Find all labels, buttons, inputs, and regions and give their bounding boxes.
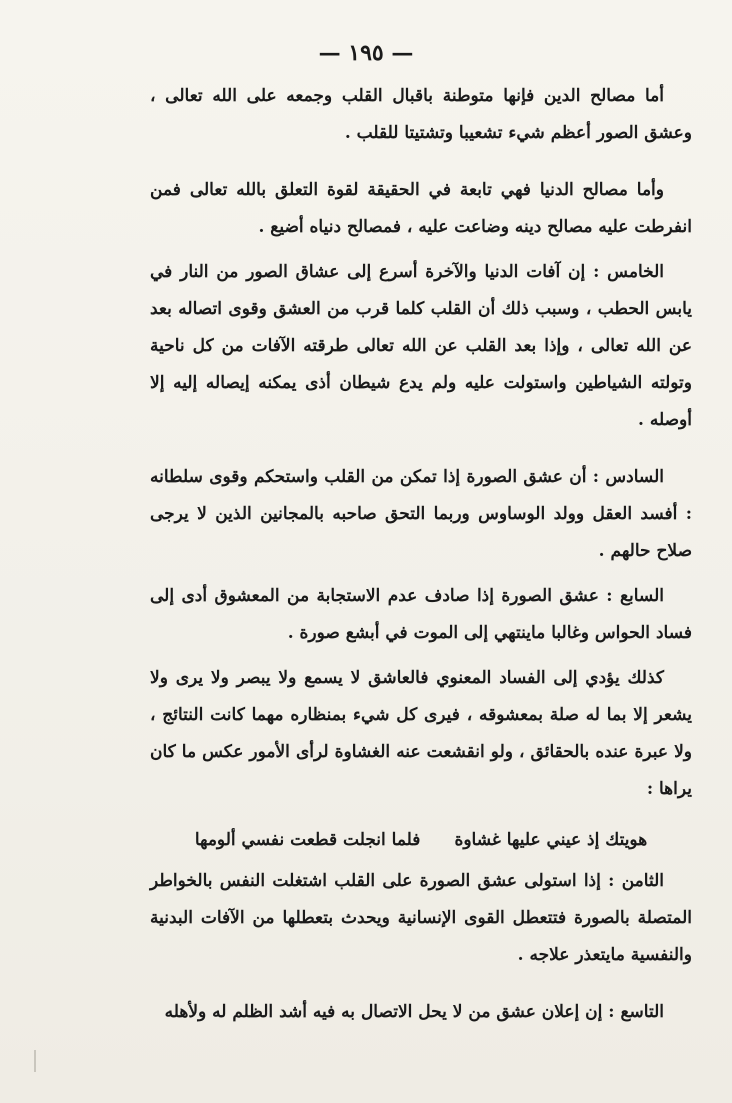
paragraph-sixth: السادس : أن عشق الصورة إذا تمكن من القلب واستحكم وقوى سلطانه : أفسد العقل وولد الوساوس وربما التحق صاحبه بالمجانين الذين لا يرجى صلاح حالهم . bbox=[150, 467, 692, 561]
page-number: — ١٩٥ — bbox=[318, 40, 414, 66]
verse-hemistich-second: فلما انجلت قطعت نفسي ألومها bbox=[194, 830, 421, 850]
verse-hemistich-first: هويتك إذ عيني عليها غشاوة bbox=[454, 830, 648, 850]
paragraph-worldly-interests: وأما مصالح الدنيا فهي تابعة في الحقيقة لقوة التعلق بالله تعالى فمن انفرطت عليه مصالح دينه وضاعت عليه ، فمصالح دنياه أضيع . bbox=[150, 180, 692, 237]
page-body bbox=[150, 78, 692, 1031]
paragraph-religion-interests: أما مصالح الدين فإنها متوطنة باقبال القلب وجمعه على الله تعالى ، وعشق الصور أعظم شيء تشعيبا وتشتيتا للقلب . bbox=[150, 86, 692, 143]
paragraph-seventh: السابع : عشق الصورة إذا صادف عدم الاستجابة من المعشوق أدى إلى فساد الحواس وغالبا ماينتهي إلى الموت في أبشع صورة . bbox=[150, 586, 692, 643]
poetry-verse bbox=[150, 822, 692, 859]
paragraph-moral-corruption: كذلك يؤدي إلى الفساد المعنوي فالعاشق لا يسمع ولا يبصر ولا يرى ولا يشعر إلا بما له صلة بمعشوقه ، فيرى كل شيء بمنظاره مهما كانت النتائج ، ولا عبرة عنده بالحقائق ، ولو انقشعت عنه الغشاوة لرأى الأمور عكس ما كان يراها : bbox=[150, 668, 692, 799]
paragraph-fifth: الخامس : إن آفات الدنيا والآخرة أسرع إلى عشاق الصور من النار في يابس الحطب ، وسبب ذلك أن القلب كلما قرب من العشق وقوى اتصاله بعد عن الله تعالى ، وإذا بعد القلب عن الله تعالى طرقته الآفات من كل ناحية وتولته الشياطين واستولت عليه ولم يدع شيطان أذى يمكنه إيصاله إليه إلا أوصله . bbox=[150, 262, 692, 430]
paragraph-ninth: التاسع : إن إعلان عشق من لا يحل الاتصال به فيه أشد الظلم له ولأهله bbox=[164, 1002, 664, 1022]
margin-mark bbox=[34, 1050, 36, 1072]
paragraph-eighth: الثامن : إذا استولى عشق الصورة على القلب اشتغلت النفس بالخواطر المتصلة بالصورة فتتعطل القوى الإنسانية ويحدث بتعطلها من الآفات البدنية والنفسية مايتعذر علاجه . bbox=[150, 871, 692, 965]
